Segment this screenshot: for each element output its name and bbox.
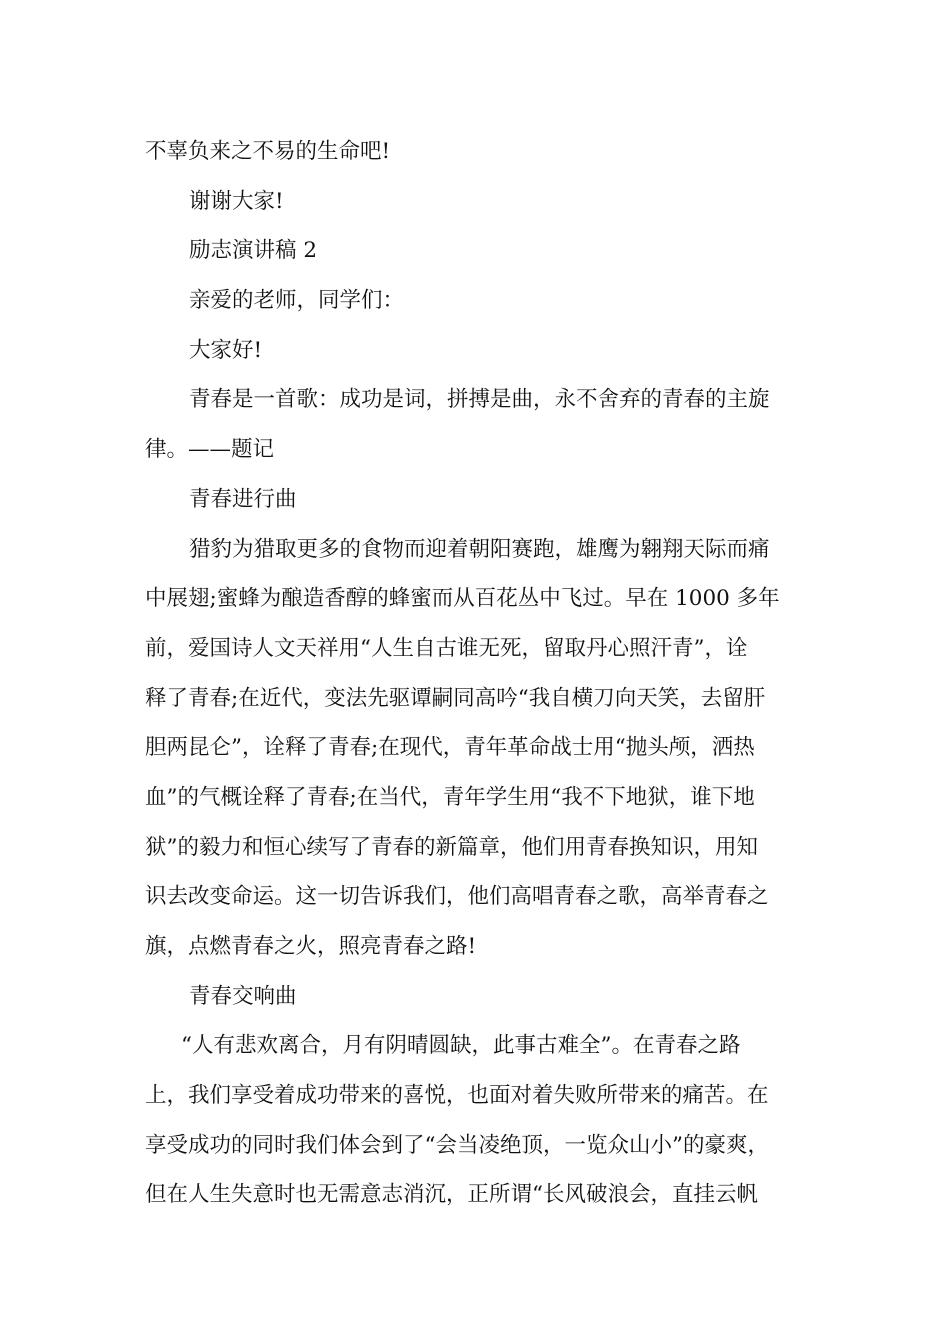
- text-line: 释了青春;在近代，变法先驱谭嗣同高吟“我自横刀向天笑，去留肝: [145, 685, 766, 711]
- text-line: 享受成功的同时我们体会到了“会当凌绝顶，一览众山小”的豪爽，: [145, 1132, 769, 1158]
- text-line: 谢谢大家!: [189, 188, 284, 214]
- text-line: 旗，点燃青春之火，照亮青春之路!: [145, 934, 477, 959]
- text-line: 前，爱国诗人文天祥用“人生自古谁无死，留取丹心照汗青”，诠: [145, 635, 748, 661]
- subsection-heading: 青春交响曲: [189, 983, 297, 1009]
- text-line: 不辜负来之不易的生命吧!: [145, 139, 391, 164]
- text-line: “人有悲欢离合，月有阴晴圆缺，此事古难全”。在青春之路: [181, 1033, 741, 1059]
- text-line: 狱”的毅力和恒心续写了青春的新篇章，他们用青春换知识，用知: [145, 834, 758, 860]
- section-heading: 励志演讲稿 2: [189, 238, 318, 264]
- text-line: 中展翅;蜜蜂为酿造香醇的蜂蜜而从百花丛中飞过。早在 1000 多年: [145, 586, 780, 612]
- text-line: 胆两昆仑”，诠释了青春;在现代，青年革命战士用“抛头颅，洒热: [145, 735, 755, 761]
- text-line: 猎豹为猎取更多的食物而迎着朝阳赛跑，雄鹰为翱翔天际而痛: [189, 536, 770, 562]
- salutation: 亲爱的老师，同学们：: [189, 288, 405, 314]
- subsection-heading: 青春进行曲: [189, 486, 297, 512]
- text-line: 但在人生失意时也无需意志消沉，正所谓“长风破浪会，直挂云帆: [145, 1182, 758, 1208]
- text-line: 青春是一首歌：成功是词，拼搏是曲，永不舍弃的青春的主旋: [189, 387, 770, 413]
- document-body: [145, 127, 825, 1220]
- text-line: 上，我们享受着成功带来的喜悦，也面对着失败所带来的痛苦。在: [145, 1083, 769, 1109]
- greeting: 大家好!: [189, 337, 263, 363]
- text-line: 识去改变命运。这一切告诉我们，他们高唱青春之歌，高举青春之: [145, 884, 769, 910]
- text-line: 血”的气概诠释了青春;在当代，青年学生用“我不下地狱，谁下地: [145, 784, 755, 810]
- text-line: 律。——题记: [145, 437, 275, 463]
